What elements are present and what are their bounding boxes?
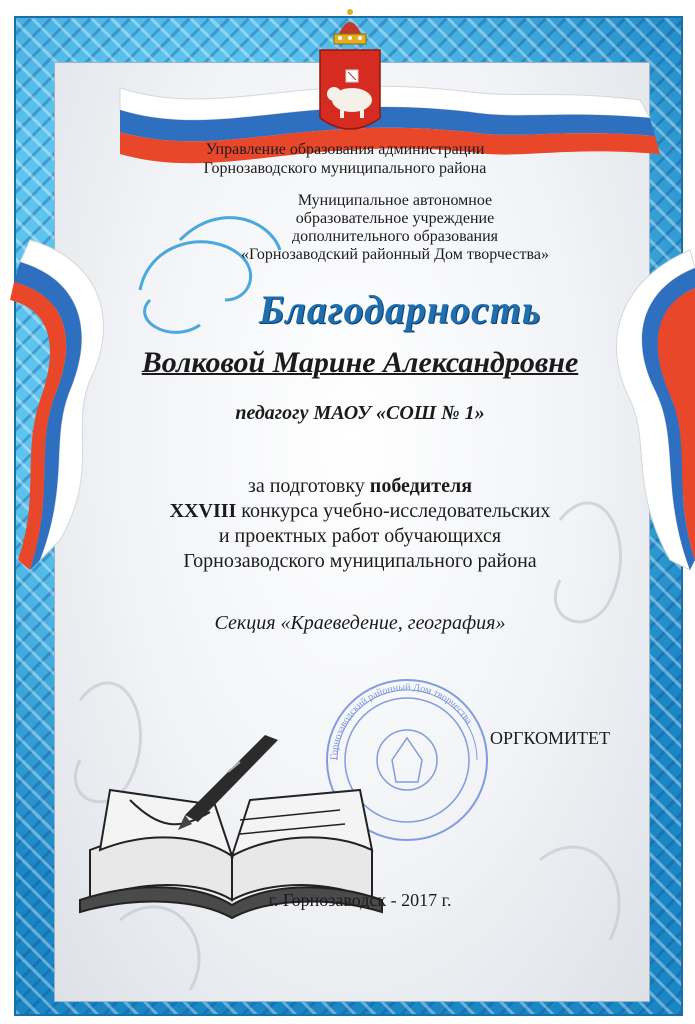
crown-icon — [334, 9, 366, 44]
coat-of-arms-icon — [320, 9, 380, 129]
reason-line: за подготовку победителя — [247, 475, 473, 497]
department-header — [150, 140, 540, 178]
school-line: «Горнозаводский районный Дом творчества» — [241, 246, 549, 263]
school-line: образовательное учреждение — [295, 210, 495, 227]
organizing-committee: ОРГКОМИТЕТ — [490, 728, 610, 748]
department-line: Горнозаводского муниципального района — [203, 160, 487, 177]
school-line: дополнительного образования — [291, 228, 499, 245]
certificate-title: Благодарность — [258, 287, 542, 332]
recipient-name: Волковой Марине Александровне — [141, 346, 579, 379]
reason-line: XXVIII конкурса учебно-исследовательских — [169, 500, 551, 522]
stamp-ring-text: Горнозаводский районный Дом творчества — [328, 681, 475, 761]
award-reason — [100, 474, 620, 574]
school-header — [150, 192, 640, 264]
recipient-role: педагогу МАОУ «СОШ № 1» — [235, 402, 485, 424]
section-name: Секция «Краеведение, география» — [214, 612, 506, 634]
department-line: Управление образования администрации — [205, 141, 485, 158]
reason-line: и проектных работ обучающихся — [218, 525, 502, 547]
place-date: г. Горнозаводск - 2017 г. — [268, 890, 452, 910]
school-line: Муниципальное автономное — [297, 192, 493, 209]
reason-line: Горнозаводского муниципального района — [183, 550, 537, 572]
